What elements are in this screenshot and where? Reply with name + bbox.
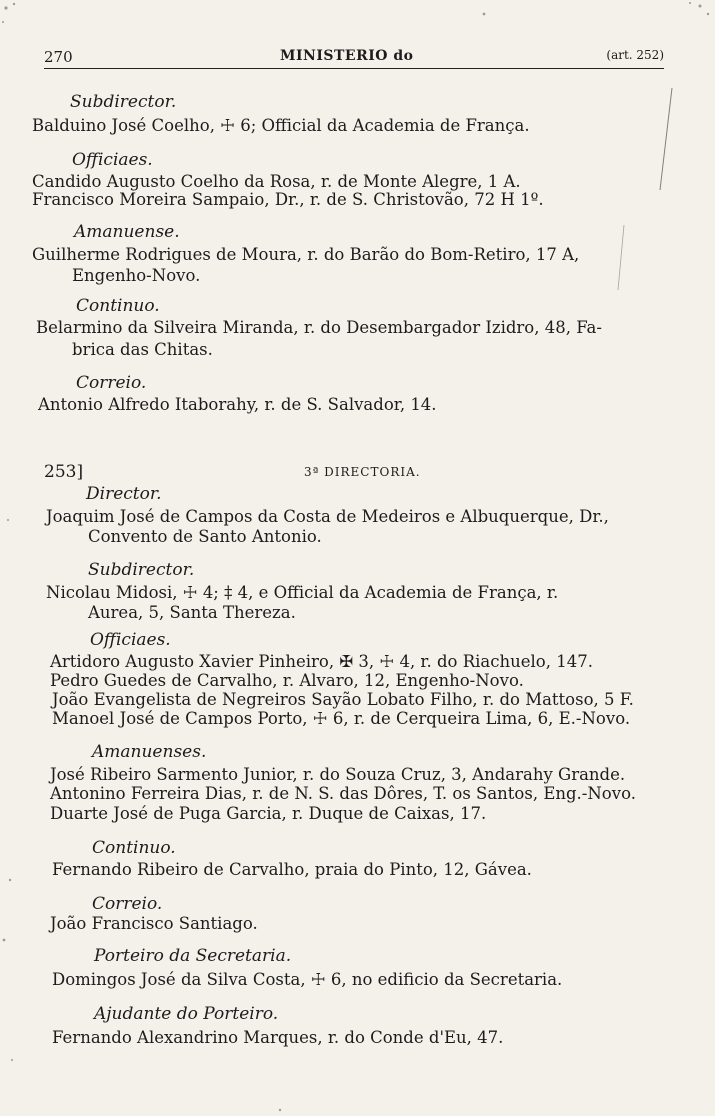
- entry-ajudante: Fernando Alexandrino Marques, r. do Conde d'Eu, 47.: [52, 1028, 504, 1047]
- heading-correio: Correio.: [76, 373, 147, 393]
- heading-continuo-2: Continuo.: [92, 838, 176, 858]
- entry-subdirector-2: Nicolau Midosi, ☩ 4; ‡ 4, e Official da Academia de França, r.: [46, 583, 559, 602]
- heading-amanuenses: Amanuenses.: [92, 742, 207, 762]
- entry-amanuense-2: Antonino Ferreira Dias, r. de N. S. das Dôres, T. os Santos, Eng.-Novo.: [50, 784, 636, 803]
- header-article: (art. 252): [606, 48, 664, 62]
- heading-subdirector: Subdirector.: [70, 92, 177, 112]
- entry-official-2: Manoel José de Campos Porto, ☩ 6, r. de Cerqueira Lima, 6, E.-Novo.: [52, 709, 631, 728]
- entry-official: Francisco Moreira Sampaio, Dr., r. de S. Christovão, 72 H 1º.: [32, 190, 544, 209]
- header-title: MINISTERIO do: [280, 48, 414, 64]
- entry-correio-2: João Francisco Santiago.: [50, 914, 258, 933]
- entry-official-2: Pedro Guedes de Carvalho, r. Alvaro, 12, Engenho-Novo.: [50, 671, 524, 690]
- heading-porteiro: Porteiro da Secretaria.: [94, 946, 292, 966]
- entry-amanuense-cont: Engenho-Novo.: [72, 266, 201, 285]
- heading-officiaes-2: Officiaes.: [90, 630, 171, 650]
- entry-continuo-cont: brica das Chitas.: [72, 340, 213, 359]
- heading-ajudante: Ajudante do Porteiro.: [94, 1004, 279, 1024]
- entry-amanuense-2: José Ribeiro Sarmento Junior, r. do Souza Cruz, 3, Andarahy Grande.: [50, 765, 626, 784]
- heading-continuo: Continuo.: [76, 296, 160, 316]
- entry-continuo-2: Fernando Ribeiro de Carvalho, praia do Pinto, 12, Gávea.: [52, 860, 532, 879]
- entry-subdirector-2-cont: Aurea, 5, Santa Thereza.: [88, 603, 296, 622]
- entry-subdirector: Balduino José Coelho, ☩ 6; Official da Academia de França.: [32, 116, 530, 135]
- entry-official-2: Artidoro Augusto Xavier Pinheiro, ✠ 3, ☩ 4, r. do Riachuelo, 147.: [50, 652, 593, 671]
- entry-correio: Antonio Alfredo Itaborahy, r. de S. Salvador, 14.: [38, 395, 437, 414]
- heading-officiaes: Officiaes.: [72, 150, 153, 170]
- entry-continuo: Belarmino da Silveira Miranda, r. do Desembargador Izidro, 48, Fa-: [36, 318, 602, 337]
- heading-amanuense: Amanuense.: [74, 222, 180, 242]
- entry-porteiro: Domingos José da Silva Costa, ☩ 6, no edificio da Secretaria.: [52, 970, 563, 989]
- running-header: [44, 48, 664, 69]
- section-title: 3ª DIRECTORIA.: [304, 465, 421, 479]
- entry-official-2: João Evangelista de Negreiros Sayão Lobato Filho, r. do Mattoso, 5 F.: [52, 690, 634, 709]
- heading-director: Director.: [86, 484, 162, 504]
- entry-director-cont: Convento de Santo Antonio.: [88, 527, 322, 546]
- entry-amanuense: Guilherme Rodrigues de Moura, r. do Barão do Bom-Retiro, 17 A,: [32, 245, 580, 264]
- entry-director: Joaquim José de Campos da Costa de Medeiros e Albuquerque, Dr.,: [46, 507, 609, 526]
- entry-official: Candido Augusto Coelho da Rosa, r. de Monte Alegre, 1 A.: [32, 172, 521, 191]
- heading-subdirector-2: Subdirector.: [88, 560, 195, 580]
- section-number: 253]: [44, 462, 84, 482]
- entry-amanuense-2: Duarte José de Puga Garcia, r. Duque de Caixas, 17.: [50, 804, 487, 823]
- page-number: 270: [44, 48, 73, 66]
- section-header: [44, 462, 684, 484]
- heading-correio-2: Correio.: [92, 894, 163, 914]
